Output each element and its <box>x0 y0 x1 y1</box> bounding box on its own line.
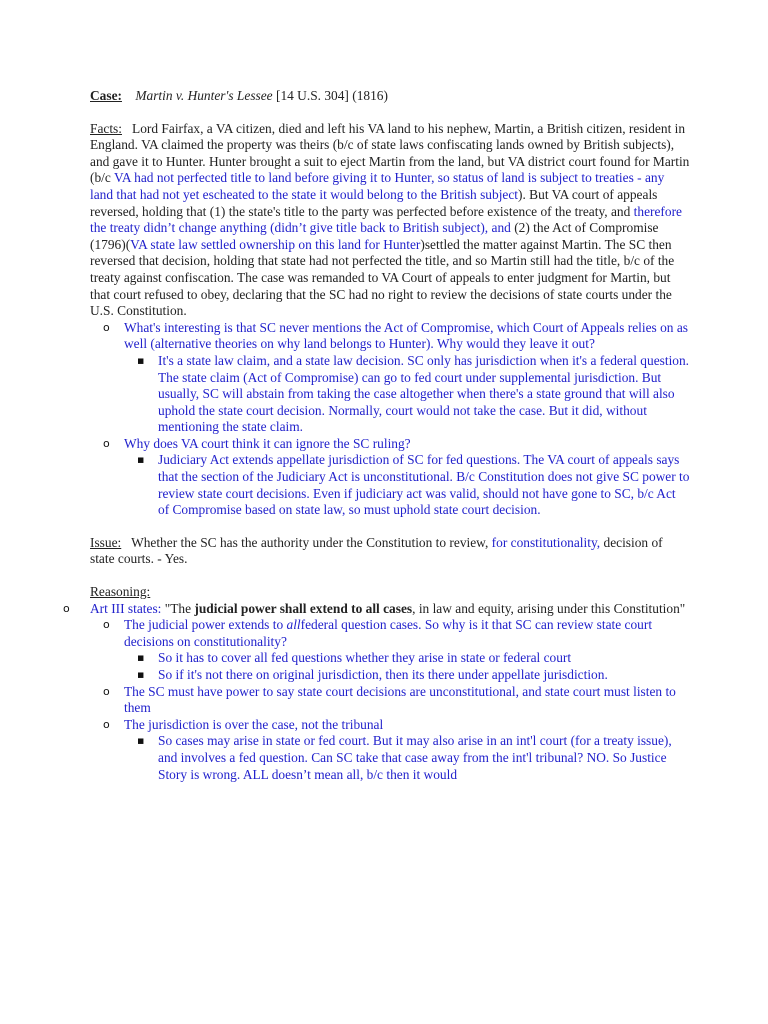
reasoning-b1-post: federal question cases. So why is it that SC can review state court decisions on constitutionality? <box>124 617 653 649</box>
list-item <box>103 319 690 353</box>
hollow-bullet-icon: o <box>103 320 110 334</box>
square-bullet-icon: ▪ <box>137 453 145 467</box>
reasoning-b1-pre: The judicial power extends to <box>124 617 287 633</box>
facts-bullet-2-text: Why does VA court think it can ignore the SC ruling? <box>124 435 411 451</box>
facts-label: Facts: <box>90 120 122 136</box>
quote-rest: , in law and equity, arising under this Constitution" <box>412 600 686 616</box>
art-iii-label: Art III states: <box>90 600 162 616</box>
facts-note-1: VA had not perfected title to land before giving it to Hunter, so status of land is subject to treaties - any land that had not yet escheated to the state it would belong to the British subject <box>90 170 665 202</box>
square-bullet-icon: ▪ <box>137 734 145 748</box>
reasoning-b1-sub1: So it has to cover all fed questions whether they arise in state or federal court <box>158 650 572 666</box>
case-label: Case: <box>90 88 122 103</box>
issue-label: Issue: <box>90 534 122 550</box>
case-citation: [14 U.S. 304] (1816) <box>275 88 388 103</box>
facts-text-2: ). But VA court of appeals reversed, holding that (1) the state's title to the party was perfected before existence of the treaty, and <box>90 186 658 219</box>
quote-open: "The <box>161 600 195 616</box>
reasoning-b3-sub: So cases may arise in state or fed court. But it may also arise in an int'l court (for a treaty issue), and involves a fed question. Can SC take that case away from the int'l tribunal? NO. So Justice Story is wrong. ALL doesn’t mean all, b/c then it would <box>158 733 672 782</box>
quote-bold: judicial power shall extend to all cases <box>194 600 413 616</box>
document-page <box>63 88 690 783</box>
list-item <box>137 352 690 436</box>
list-item <box>63 600 690 618</box>
hollow-bullet-icon: o <box>103 618 110 632</box>
facts-bullet-1-sub: It's a state law claim, and a state law decision. SC only has jurisdiction when it's a federal question. The state claim (Act of Compromise) can go to fed court under supplemental jurisdiction. But usually, SC will abstain from taking the case altogether when there's a state ground that will also uphold the state court decision. Normally, court would not take the case. But it did, without mentioning the state claim. <box>158 352 690 435</box>
list-item <box>103 716 690 734</box>
hollow-bullet-icon: o <box>103 436 110 450</box>
hollow-bullet-icon: o <box>103 684 110 698</box>
hollow-bullet-icon: o <box>63 601 70 615</box>
list-item <box>137 733 690 783</box>
list-item <box>137 667 690 684</box>
square-bullet-icon: ▪ <box>137 353 145 367</box>
reasoning-b2: The SC must have power to say state court decisions are unconstitutional, and state court must listen to them <box>124 683 676 716</box>
list-item <box>103 683 690 717</box>
list-item <box>103 435 690 453</box>
reasoning-b1-sub2: So if it's not there on original jurisdiction, then its there under appellate jurisdiction. <box>158 667 608 682</box>
facts-text-3: (2) the Act of Compromise (1796)( <box>90 220 659 252</box>
reasoning-b3: The jurisdiction is over the case, not the tribunal <box>124 716 384 732</box>
list-item <box>137 650 690 667</box>
reasoning-b1-italic: all <box>286 617 301 633</box>
facts-paragraph <box>90 121 690 320</box>
issue-note: for constitutionality, <box>491 534 601 550</box>
facts-note-2: therefore the treaty didn’t change anything (didn’t give title back to British subject), and <box>90 203 682 236</box>
issue-text-1: Whether the SC has the authority under the Constitution to review, <box>131 534 492 550</box>
issue-paragraph <box>90 535 690 568</box>
hollow-bullet-icon: o <box>103 717 110 731</box>
reasoning-heading <box>90 584 690 601</box>
case-name: Martin v. Hunter's Lessee <box>135 88 273 103</box>
facts-bullet-1-text: What's interesting is that SC never mentions the Act of Compromise, which Court of Appeals relies on as well (alternative theories on why land belongs to Hunter). Why would they leave it out? <box>124 319 688 352</box>
case-heading <box>90 88 690 105</box>
square-bullet-icon: ▪ <box>137 651 145 665</box>
facts-text-1: Lord Fairfax, a VA citizen, died and left his VA land to his nephew, Martin, a British citizen, resident in England. VA claimed the property was theirs (b/c of state laws confiscating lands owned by British subjects), and gave it to Hunter. Hunter brought a suit to eject Martin from the land, but VA district court found for Martin (b/c <box>90 120 690 186</box>
facts-text-4: )settled the matter against Martin. The SC then reversed that decision, holding that state had not perfected the title, and so Martin still had the title, b/c of the treaty against confiscation. The case was remanded to VA Court of appeals to enter judgment for Martin, but that court refused to obey, declaring that the SC had no right to review the decisions of state courts under the U.S. Constitution. <box>90 236 675 319</box>
list-item <box>137 452 690 518</box>
reasoning-label: Reasoning: <box>90 584 151 600</box>
facts-note-3: VA state law settled ownership on this land for Hunter <box>130 236 421 252</box>
square-bullet-icon: ▪ <box>137 668 145 681</box>
list-item <box>103 617 690 650</box>
issue-text-2: decision of state courts. - Yes. <box>90 534 663 567</box>
facts-bullet-2-sub: Judiciary Act extends appellate jurisdiction of SC for fed questions. The VA court of appeals says that the section of the Judiciary Act is unconstitutional. B/c Constitution does not give SC power to review state court decisions. Even if judiciary act was valid, should not have gone to SC, b/c Act of Compromise based on state law, so must uphold state court decision. <box>158 452 690 518</box>
